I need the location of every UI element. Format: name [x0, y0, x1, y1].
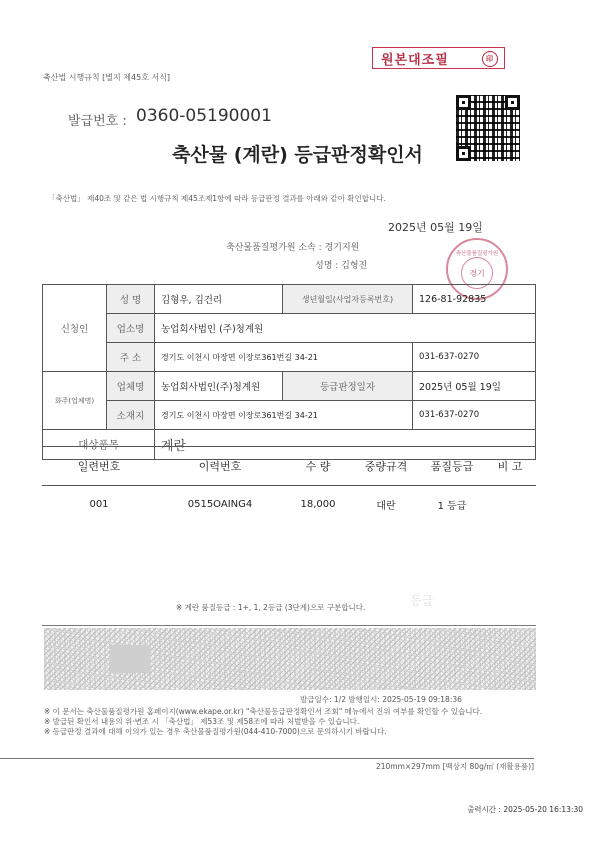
signer-name: 김형진 [341, 261, 368, 271]
shipper-company-value: 농업회사법인(주)청계원 [155, 372, 283, 401]
shipper-address-value: 경기도 이천시 마장면 이장로361번길 34-21 [155, 401, 413, 430]
issue-number-label: 발급번호 : [68, 114, 127, 129]
target-goods-value: 계란 [155, 430, 536, 460]
grade-note: ※ 계란 품질등급 : 1+, 1, 2등급 (3단계)으로 구분합니다. [176, 603, 366, 612]
footer-note-3: ※ 등급판정 결과에 대해 이의가 있는 경우 축산물품질평가원(044-410-7000)으로 문의하시기 바랍니다. [44, 727, 387, 736]
form-reference: 축산법 시행규칙 [별지 제45호 서식] [43, 73, 171, 82]
stamp-label: 원본대조필 [381, 52, 449, 68]
shipper-company-label: 업체명 [107, 372, 155, 401]
footer-note-1: ※ 이 문서는 축산물품질평가원 홈페이지(www.ekape.or.kr) "축산물등급판정확인서 조회" 메뉴에서 진위 여부를 확인할 수 있습니다. [44, 707, 483, 716]
footer-notes [44, 707, 539, 737]
output-time: 출력시간 : 2025-05-20 16:13:30 [467, 805, 583, 814]
cell-serial: 001 [89, 499, 109, 510]
company-value: 농업회사법인 (주)청계원 [155, 314, 536, 343]
applicant-section-label: 신청인 [43, 285, 107, 372]
stamp-mark-icon: 印 [482, 51, 498, 67]
cell-quantity: 18,000 [300, 499, 336, 510]
target-goods-label: 대상품목 [43, 430, 155, 460]
company-label: 업소명 [107, 314, 155, 343]
security-mark [110, 645, 150, 673]
shipper-address-label: 소재지 [107, 401, 155, 430]
issue-date: 2025년 05월 19일 [388, 221, 483, 234]
paper-spec: 210mm×297mm [백상지 80g/㎡ (재활용품)] [0, 758, 534, 772]
footer-note-2: ※ 발급된 확인서 내용의 위·변조 시 「축산법」 제53조 및 제58조에 따라 처벌받을 수 있습니다. [44, 717, 360, 726]
issue-number: 0360-05190001 [136, 106, 272, 126]
cell-quality-grade: 1 등급 [437, 501, 467, 512]
applicant-info-table [42, 284, 536, 460]
grading-date-label: 등급판정일자 [283, 372, 413, 401]
id-value: 126-81-92835 [413, 285, 536, 314]
col-quantity: 수 량 [305, 460, 331, 473]
phone-value: 031-637-0270 [413, 343, 536, 372]
original-verified-stamp [372, 47, 505, 69]
seal-outer-text: 축산물품질평가원 [455, 251, 499, 257]
name-value: 김형우, 김건리 [155, 285, 283, 314]
signer-label: 성명 : [315, 261, 339, 271]
address-value: 경기도 이천시 마장면 이장로361번길 34-21 [155, 343, 413, 372]
document-title: 축산물 (계란) 등급판정확인서 [172, 144, 423, 166]
name-label: 성 명 [107, 285, 155, 314]
seal-inner-text: 경기 [469, 268, 485, 278]
issuing-office: 축산물품질평가원 소속 : 경기지원 [226, 243, 360, 253]
cell-trace-number: 0515OAING4 [187, 499, 253, 510]
col-serial: 일련번호 [77, 460, 121, 473]
address-label: 주 소 [107, 343, 155, 372]
intro-statement: 「축산법」 제40조 및 같은 법 시행규칙 제45조제1항에 따라 등급판정 결과를 아래와 같이 확인합니다. [48, 194, 386, 203]
col-trace-number: 이력번호 [198, 460, 242, 473]
col-weight-spec: 중량규격 [364, 460, 408, 473]
grade-watermark: 등급 [410, 594, 434, 608]
grading-date-value: 2025년 05월 19일 [413, 372, 536, 401]
col-quality-grade: 품질등급 [430, 460, 474, 473]
shipper-section-label: 화주(업체명) [43, 372, 107, 430]
print-info: 발급일수: 1/2 발행일시: 2025-05-19 09:18:36 [300, 695, 462, 704]
cell-weight-spec: 대란 [376, 501, 396, 512]
id-label: 생년월일(사업자등록번호) [283, 285, 413, 314]
col-remarks: 비 고 [497, 460, 523, 473]
shipper-phone-value: 031-637-0270 [413, 401, 536, 430]
items-table-border [42, 455, 536, 626]
